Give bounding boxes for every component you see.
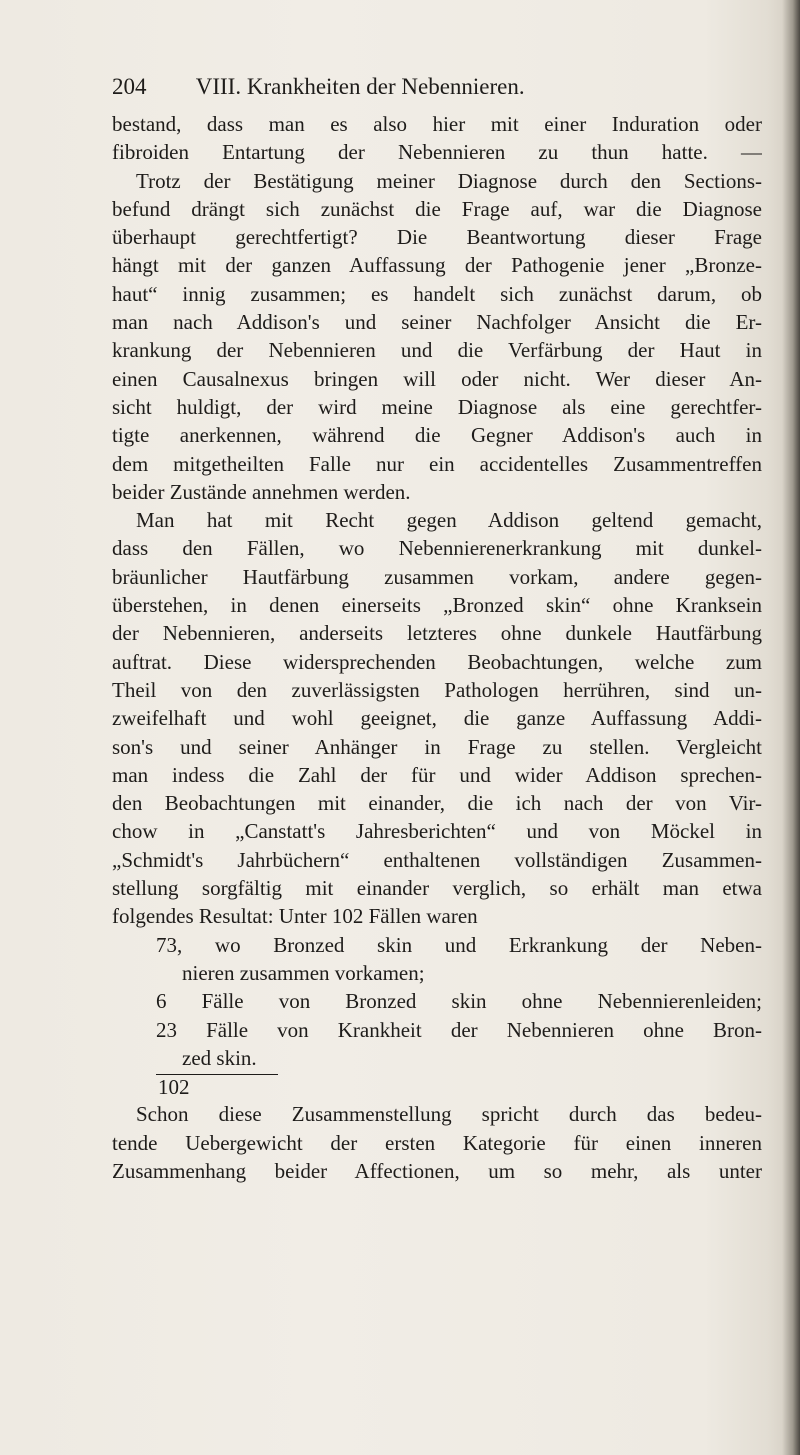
text-line: beider Zustände annehmen werden.	[112, 479, 411, 504]
body-text	[112, 110, 762, 1185]
text-line: sicht huldigt, der wird meine Diagnose als eine gerechtfer-	[112, 394, 762, 419]
text-line: son's und seiner Anhänger in Frage zu stellen. Vergleicht	[112, 734, 762, 759]
page-edge-shadow	[782, 0, 800, 1455]
text-line: dem mitgetheilten Falle nur ein accidentelles Zusammentreffen	[112, 451, 762, 476]
list-line: 23 Fälle von Krankheit der Nebennieren ohne Bron-	[156, 1017, 762, 1042]
text-line: Theil von den zuverlässigsten Pathologen herrühren, sind un-	[112, 677, 762, 702]
text-line: stellung sorgfältig mit einander verglich, so erhält man etwa	[112, 876, 762, 901]
text-line: Zusammenhang beider Affectionen, um so mehr, als unter	[112, 1158, 762, 1183]
text-line: Trotz der Bestätigung meiner Diagnose durch den Sections-	[136, 168, 762, 193]
text-line: chow in „Canstatt's Jahresberichten“ und von Möckel in	[112, 819, 762, 844]
sum-rule	[188, 1074, 278, 1075]
text-line: auftrat. Diese widersprechenden Beobachtungen, welche zum	[112, 649, 762, 674]
text-line: bräunlicher Hautfärbung zusammen vorkam, andere gegen-	[112, 564, 762, 589]
text-line: befund drängt sich zunächst die Frage auf, war die Diagnose	[112, 196, 762, 221]
text-line: Man hat mit Recht gegen Addison geltend gemacht,	[136, 508, 762, 533]
list-line: zed skin.	[182, 1045, 257, 1070]
running-title: VIII. Krankheiten der Nebennieren.	[195, 74, 525, 99]
text-line: tigte anerkennen, während die Gegner Addison's auch in	[112, 423, 762, 448]
text-line: Schon diese Zusammenstellung spricht durch das bedeu-	[136, 1102, 762, 1127]
text-line: überhaupt gerechtfertigt? Die Beantwortung dieser Frage	[112, 225, 762, 250]
running-header	[112, 72, 762, 102]
list-line: 6 Fälle von Bronzed skin ohne Nebennierenleiden;	[156, 989, 762, 1014]
text-line: einen Causalnexus bringen will oder nicht. Wer dieser An-	[112, 366, 762, 391]
text-line: man nach Addison's und seiner Nachfolger Ansicht die Er-	[112, 310, 762, 335]
text-line: der Nebennieren, anderseits letzteres ohne dunkele Hautfärbung	[112, 621, 762, 646]
text-line: „Schmidt's Jahrbüchern“ enthaltenen vollständigen Zusammen-	[112, 847, 762, 872]
text-line: haut“ innig zusammen; es handelt sich zunächst darum, ob	[112, 281, 762, 306]
sum-line	[112, 1072, 762, 1100]
text-line: tende Uebergewicht der ersten Kategorie für einen inneren	[112, 1130, 762, 1155]
list-line: nieren zusammen vorkamen;	[182, 960, 425, 985]
text-line: bestand, dass man es also hier mit einer Induration oder	[112, 112, 762, 136]
page-number: 204	[112, 74, 147, 99]
list-line: 73, wo Bronzed skin und Erkrankung der Neben-	[156, 932, 762, 957]
sum-total: 102	[158, 1075, 190, 1100]
text-line: folgendes Resultat: Unter 102 Fällen waren	[112, 904, 478, 929]
text-line: den Beobachtungen mit einander, die ich nach der von Vir-	[112, 791, 762, 816]
text-line: krankung der Nebennieren und die Verfärbung der Haut in	[112, 338, 762, 363]
text-line: dass den Fällen, wo Nebennierenerkrankung mit dunkel-	[112, 536, 762, 561]
text-line: zweifelhaft und wohl geeignet, die ganze Auffassung Addi-	[112, 706, 762, 731]
text-line: überstehen, in denen einerseits „Bronzed skin“ ohne Kranksein	[112, 593, 762, 618]
text-line: hängt mit der ganzen Auffassung der Pathogenie jener „Bronze-	[112, 253, 762, 278]
text-line: fibroiden Entartung der Nebennieren zu thun hatte. —	[112, 140, 762, 165]
text-line: man indess die Zahl der für und wider Addison sprechen-	[112, 762, 762, 787]
